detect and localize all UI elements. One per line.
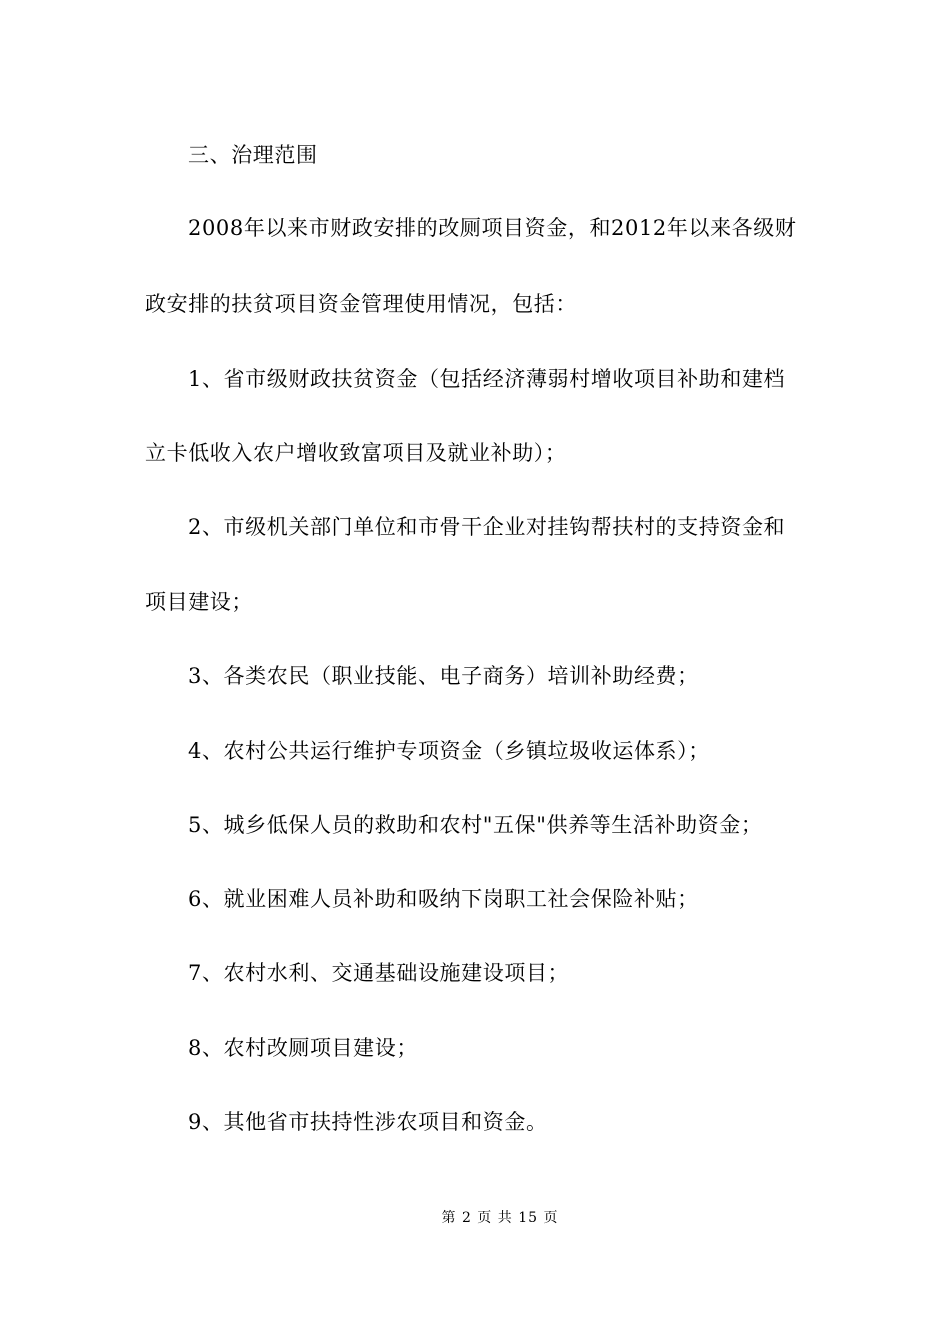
intro-line-1: 2008年以来市财政安排的改厕项目资金，和2012年以来各级财	[188, 216, 797, 240]
intro-line-2: 政安排的扶贫项目资金管理使用情况，包括：	[145, 292, 577, 316]
list-item-9: 9、其他省市扶持性涉农项目和资金。	[188, 1110, 548, 1134]
list-item-2-line-1: 2、市级机关部门单位和市骨干企业对挂钩帮扶村的支持资金和	[188, 515, 786, 539]
list-item-7: 7、农村水利、交通基础设施建设项目；	[188, 961, 570, 985]
list-item-1-line-2: 立卡低收入农户增收致富项目及就业补助）；	[145, 441, 567, 465]
list-item-2-line-2: 项目建设；	[145, 590, 253, 614]
list-item-8: 8、农村改厕项目建设；	[188, 1036, 418, 1060]
list-item-3: 3、各类农民（职业技能、电子商务）培训补助经费；	[188, 664, 699, 688]
page-number-footer: 第 2 页 共 15 页	[441, 1210, 559, 1226]
list-item-4: 4、农村公共运行维护专项资金（乡镇垃圾收运体系）；	[188, 739, 710, 763]
list-item-5: 5、城乡低保人员的救助和农村"五保"供养等生活补助资金；	[188, 813, 763, 837]
section-heading: 三、治理范围	[188, 143, 318, 167]
list-item-6: 6、就业困难人员补助和吸纳下岗职工社会保险补贴；	[188, 887, 699, 911]
list-item-1-line-1: 1、省市级财政扶贫资金（包括经济薄弱村增收项目补助和建档	[188, 367, 786, 391]
